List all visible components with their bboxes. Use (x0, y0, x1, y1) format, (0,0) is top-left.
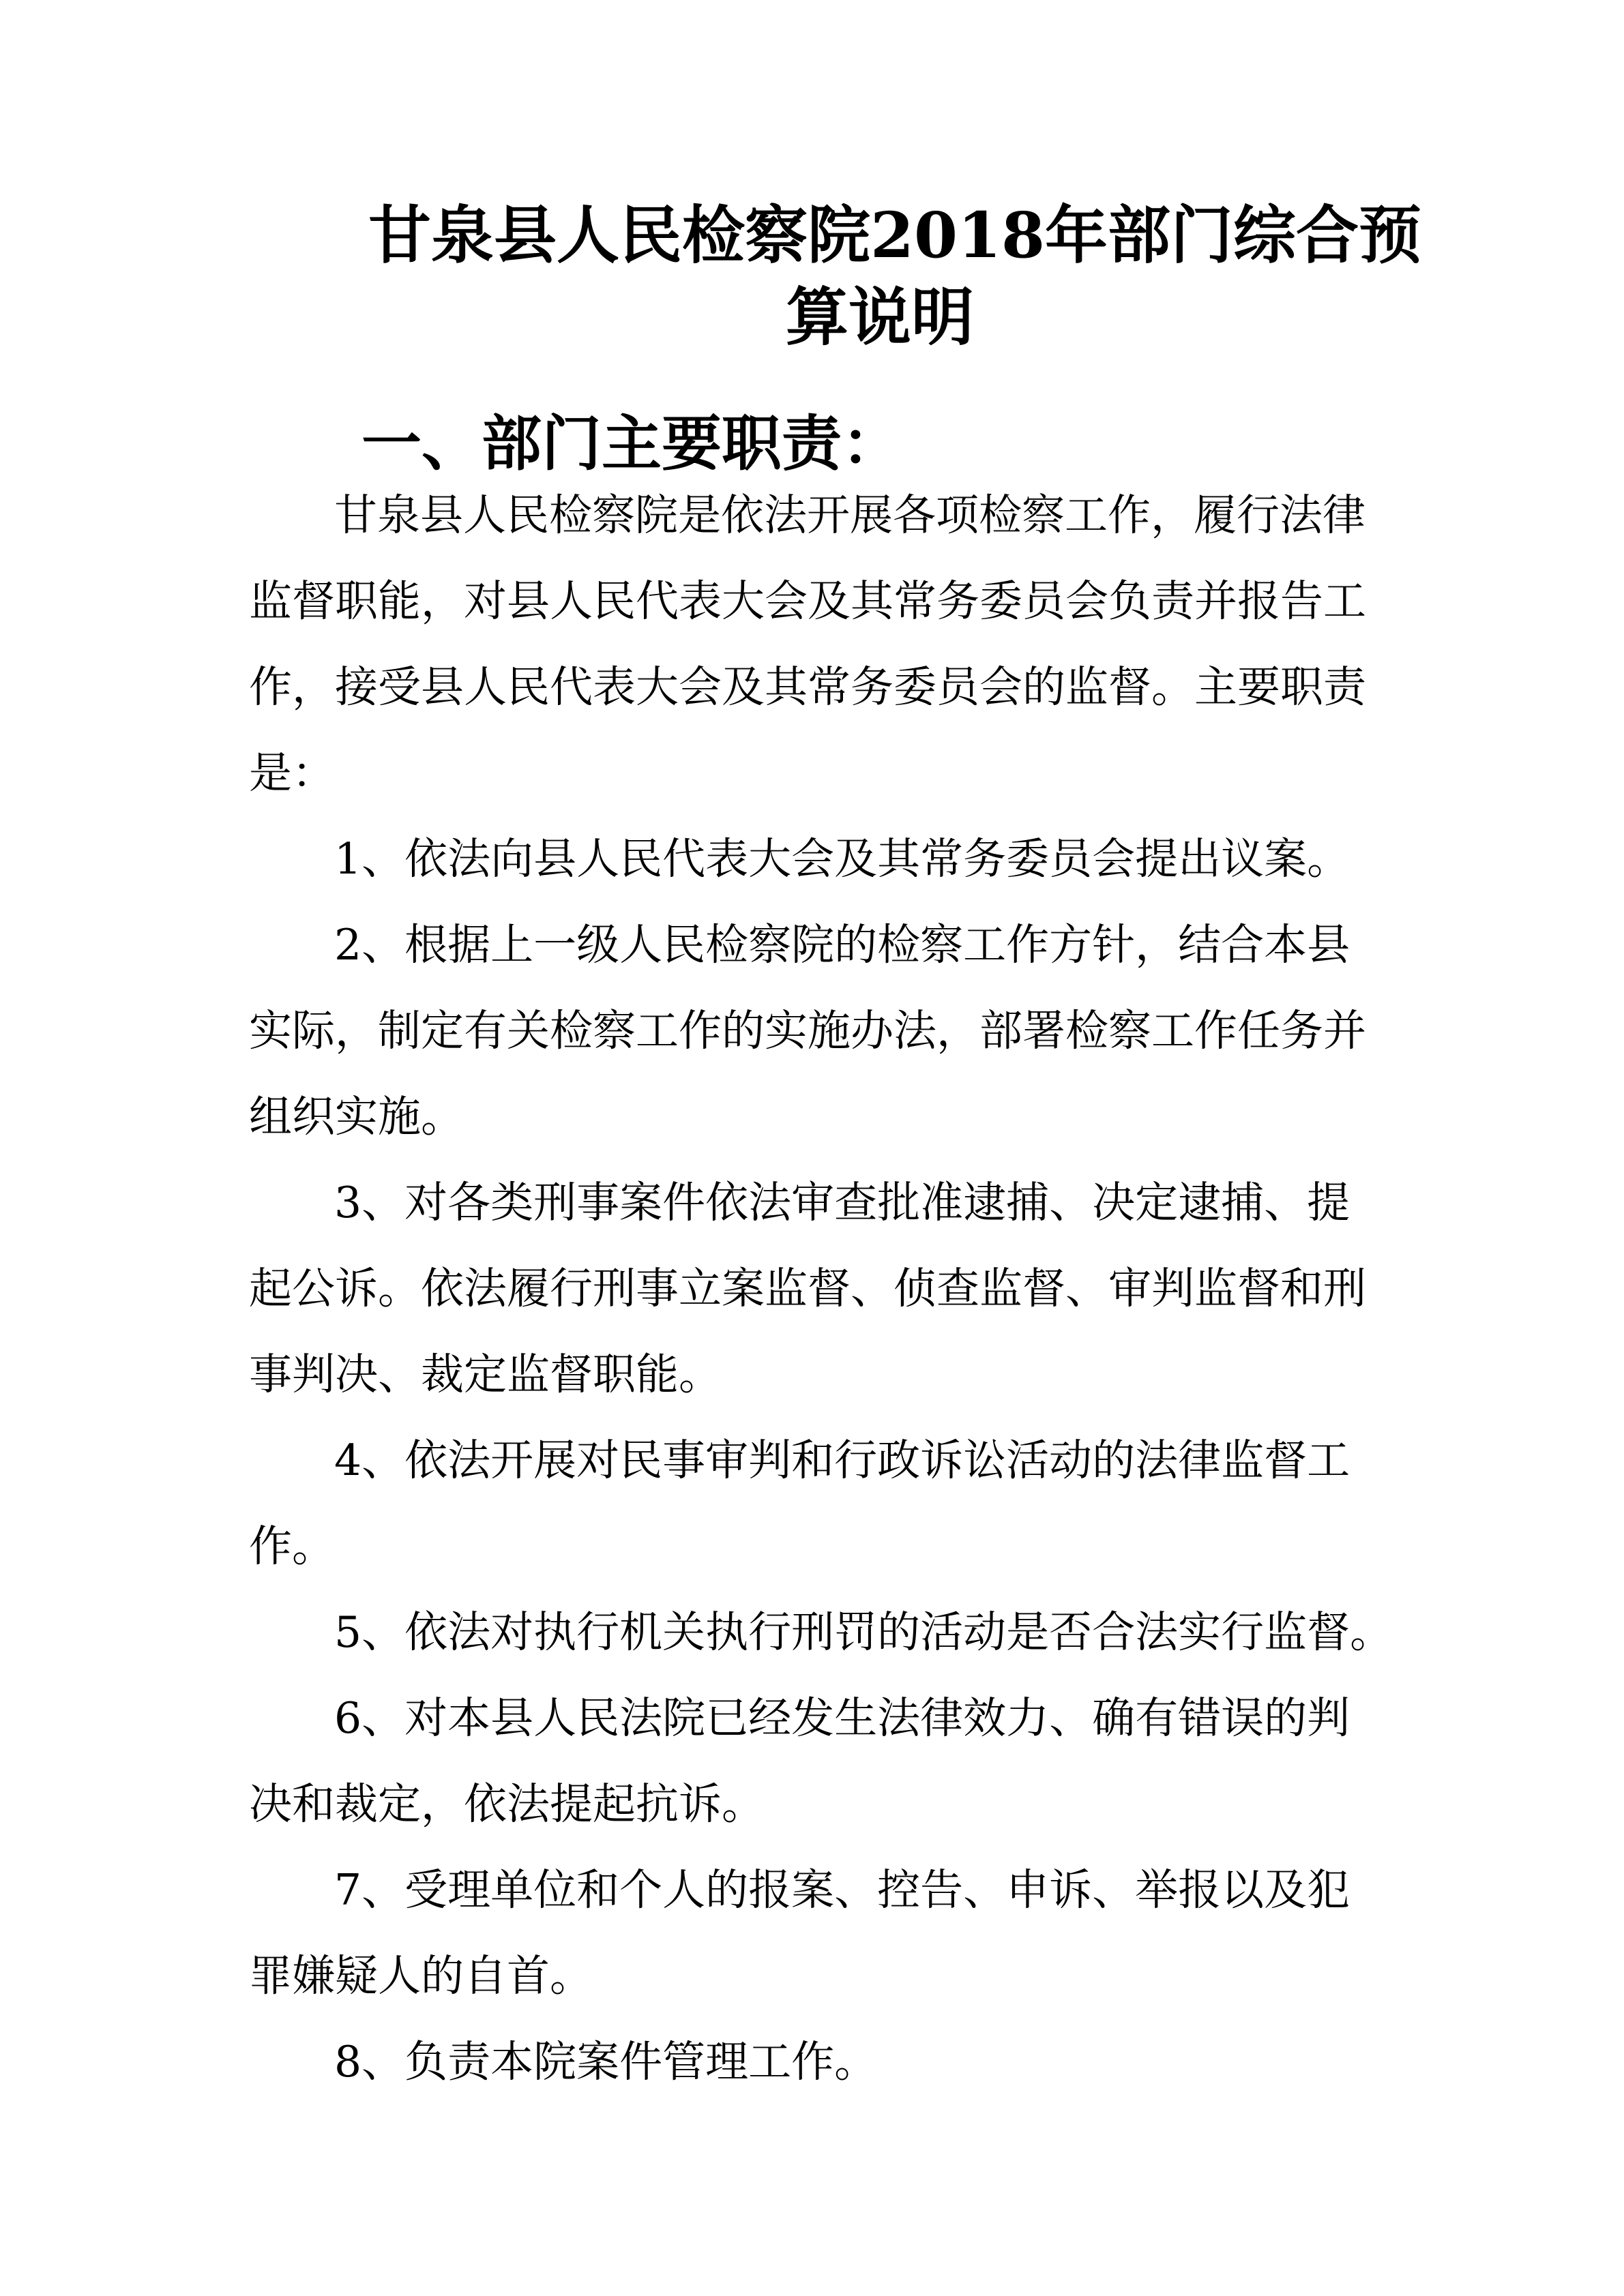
paragraph-line: 甘泉县人民检察院是依法开展各项检察工作，履行法律 (334, 490, 1365, 540)
list-item: 2、根据上一级人民检察院的检察工作方针，结合本县 (334, 920, 1350, 970)
section-heading: 一、部门主要职责： (361, 408, 902, 479)
list-item-continuation: 组织实施。 (249, 1092, 464, 1142)
paragraph-line: 监督职能，对县人民代表大会及其常务委员会负责并报告工 (249, 576, 1366, 626)
document-title-line-1: 甘泉县人民检察院2018年部门综合预 (368, 198, 1422, 272)
list-item-continuation: 实际，制定有关检察工作的实施办法，部署检察工作任务并 (249, 1006, 1366, 1056)
list-item: 8、负责本院案件管理工作。 (334, 2037, 878, 2087)
list-item-continuation: 事判决、裁定监督职能。 (249, 1350, 722, 1399)
list-item-continuation: 决和裁定，依法提起抗诉。 (249, 1779, 765, 1829)
list-item: 3、对各类刑事案件依法审查批准逮捕、决定逮捕、提 (334, 1178, 1350, 1227)
list-item-continuation: 起公诉。依法履行刑事立案监督、侦查监督、审判监督和刑 (249, 1264, 1366, 1313)
list-item: 6、对本县人民法院已经发生法律效力、确有错误的判 (334, 1693, 1350, 1743)
list-item: 7、受理单位和个人的报案、控告、申诉、举报以及犯 (334, 1865, 1350, 1915)
paragraph-line: 作，接受县人民代表大会及其常务委员会的监督。主要职责 (249, 662, 1366, 712)
list-item: 4、依法开展对民事审判和行政诉讼活动的法律监督工 (334, 1435, 1350, 1485)
list-item-continuation: 罪嫌疑人的自首。 (249, 1951, 593, 2001)
paragraph-line: 是： (249, 748, 335, 798)
document-title-line-2: 算说明 (785, 280, 974, 354)
list-item-continuation: 作。 (249, 1521, 335, 1571)
list-item: 5、依法对执行机关执行刑罚的活动是否合法实行监督。 (334, 1607, 1393, 1657)
list-item: 1、依法向县人民代表大会及其常务委员会提出议案。 (334, 834, 1350, 884)
